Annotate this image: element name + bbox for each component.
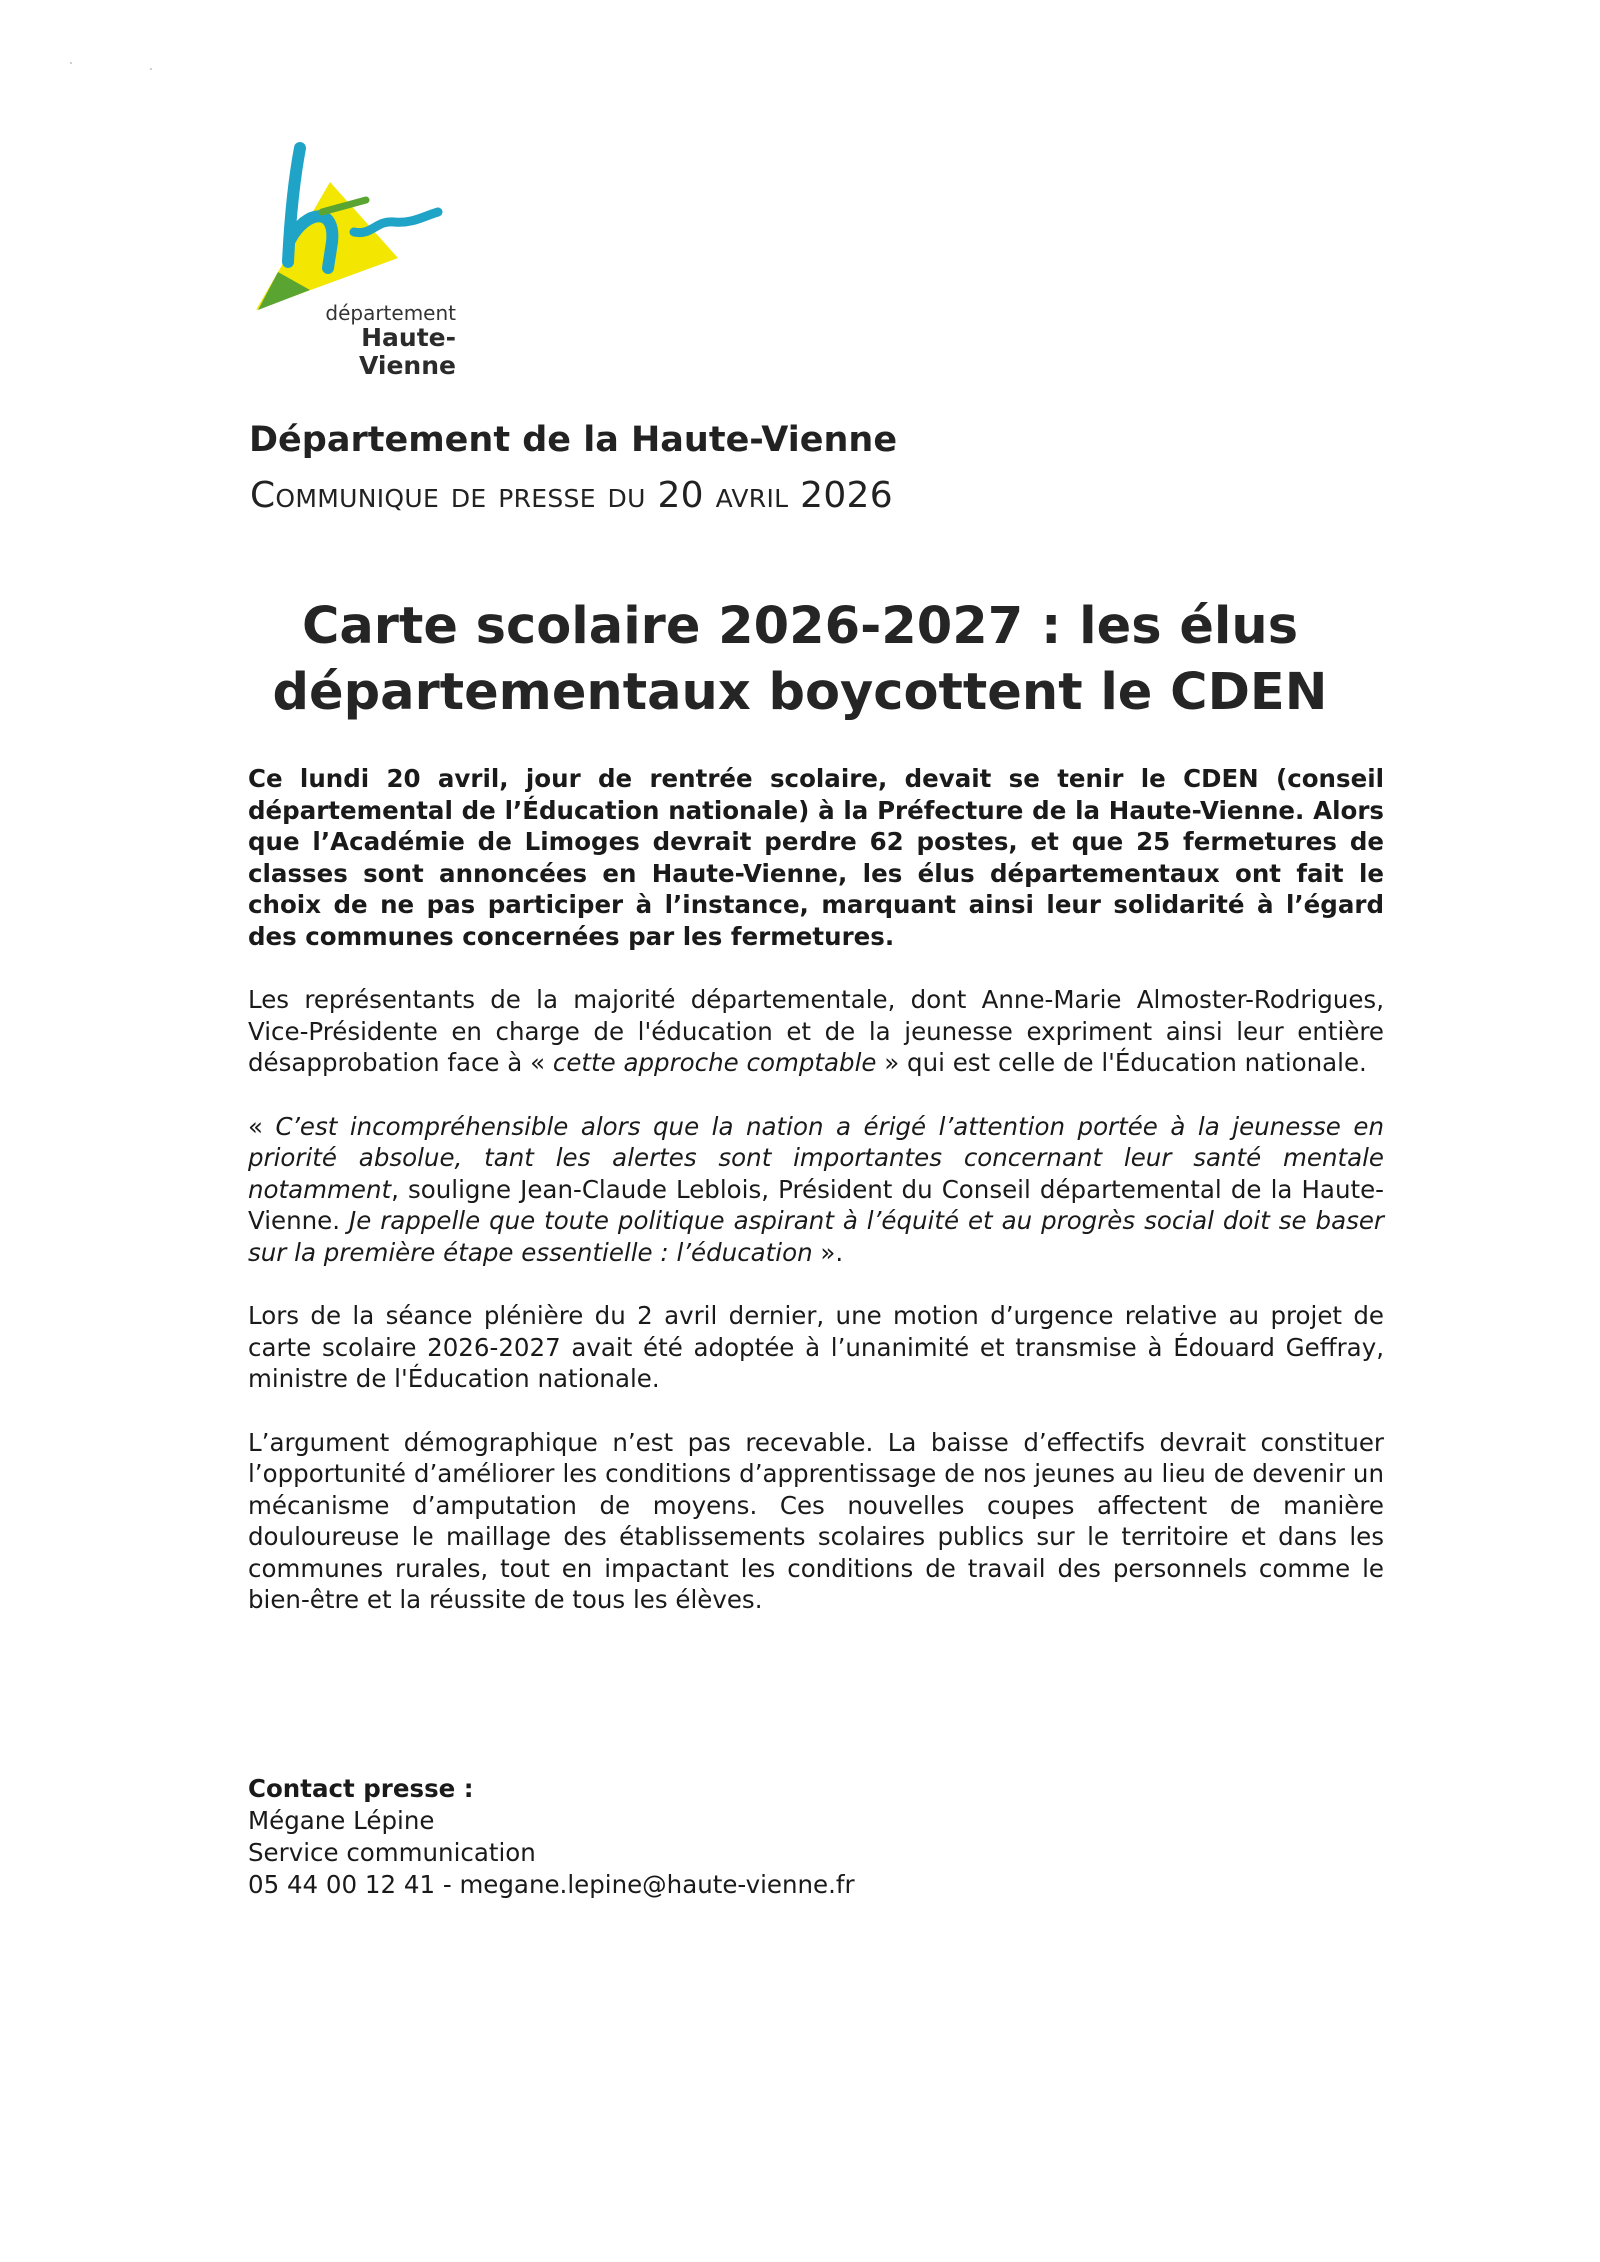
logo-label-departement: département	[325, 301, 456, 325]
headline-line-1: Carte scolaire 2026-2027 : les élus	[301, 597, 1299, 656]
headline	[200, 594, 1400, 726]
p3-open-quote: «	[248, 1111, 276, 1141]
contact-name: Mégane Lépine	[248, 1806, 435, 1835]
contact-service: Service communication	[248, 1838, 536, 1867]
article-body	[248, 763, 1384, 1648]
p2-text-before: Les représentants de la majorité départementale, dont Anne-Marie Almoster-Rodrigues, Vice-Présidente en charge de l'éducation et de la jeunesse expriment ainsi leur entière désapprobation face à «	[248, 985, 1384, 1077]
lead-paragraph: Ce lundi 20 avril, jour de rentrée scolaire, devait se tenir le CDEN (conseil départemental de l’Éducation nationale) à la Préfecture de la Haute-Vienne. Alors que l’Académie de Limoges devrait perdre 62 postes, et que 25 fermetures de classes sont annoncées en Haute-Vienne, les élus départementaux ont fait le choix de ne pas participer à l’instance, marquant ainsi leur solidarité à l’égard des communes concernées par les fermetures.	[248, 764, 1384, 951]
logo-text	[296, 302, 456, 379]
p3-quote-part-1: C’est incompréhensible alors que la nation a érigé l’attention portée à la jeunesse en priorité absolue, tant les alertes sont importantes concernant leur santé mentale notamment	[248, 1111, 1384, 1204]
p3-attribution: , souligne Jean-Claude Leblois, Président du Conseil départemental de la Haute-Vienne.	[248, 1174, 1384, 1235]
headline-line-2: départementaux boycottent le CDEN	[272, 663, 1328, 722]
p2-quote: cette approche comptable	[552, 1048, 877, 1077]
paragraph-4: Lors de la séance plénière du 2 avril dernier, une motion d’urgence relative au projet de carte scolaire 2026-2027 avait été adoptée à l’unanimité et transmise à Édouard Geffray, ministre de l'Éducation nationale.	[248, 1301, 1384, 1393]
contact-phone-email: 05 44 00 12 41 - megane.lepine@haute-vienne.fr	[248, 1870, 855, 1899]
paragraph-5: L’argument démographique n’est pas recevable. La baisse d’effectifs devrait constituer l’opportunité d’améliorer les conditions d’apprentissage de nos jeunes au lieu de devenir un mécanisme d’amputation de moyens. Ces nouvelles coupes affectent de manière douloureuse le maillage des établissements scolaires publics sur le territoire et dans les communes rurales, tout en impactant les conditions de travail des personnels comme le bien-être et la réussite de tous les élèves.	[248, 1427, 1384, 1614]
release-date-line: Communique de presse du 20 avril 2026	[250, 475, 893, 516]
paragraph-2	[248, 984, 1384, 1079]
haute-vienne-logo	[248, 140, 456, 380]
p3-quote-part-2: Je rappelle que toute politique aspirant à l’équité et au progrès social doit se baser sur la première étape essentielle : l’éducation	[248, 1206, 1385, 1267]
logo-mark-icon	[248, 140, 448, 310]
logo-label-haute-vienne: Haute-Vienne	[359, 323, 456, 380]
p3-close-quote: ».	[812, 1237, 844, 1267]
contact-label: Contact presse :	[248, 1774, 474, 1803]
p2-text-after: » qui est celle de l'Éducation nationale.	[876, 1048, 1367, 1077]
scan-speck	[150, 68, 152, 70]
scan-speck	[70, 62, 72, 64]
paragraph-3-quote	[248, 1111, 1384, 1269]
organization-title: Département de la Haute-Vienne	[249, 420, 898, 460]
press-contact	[248, 1773, 855, 1901]
